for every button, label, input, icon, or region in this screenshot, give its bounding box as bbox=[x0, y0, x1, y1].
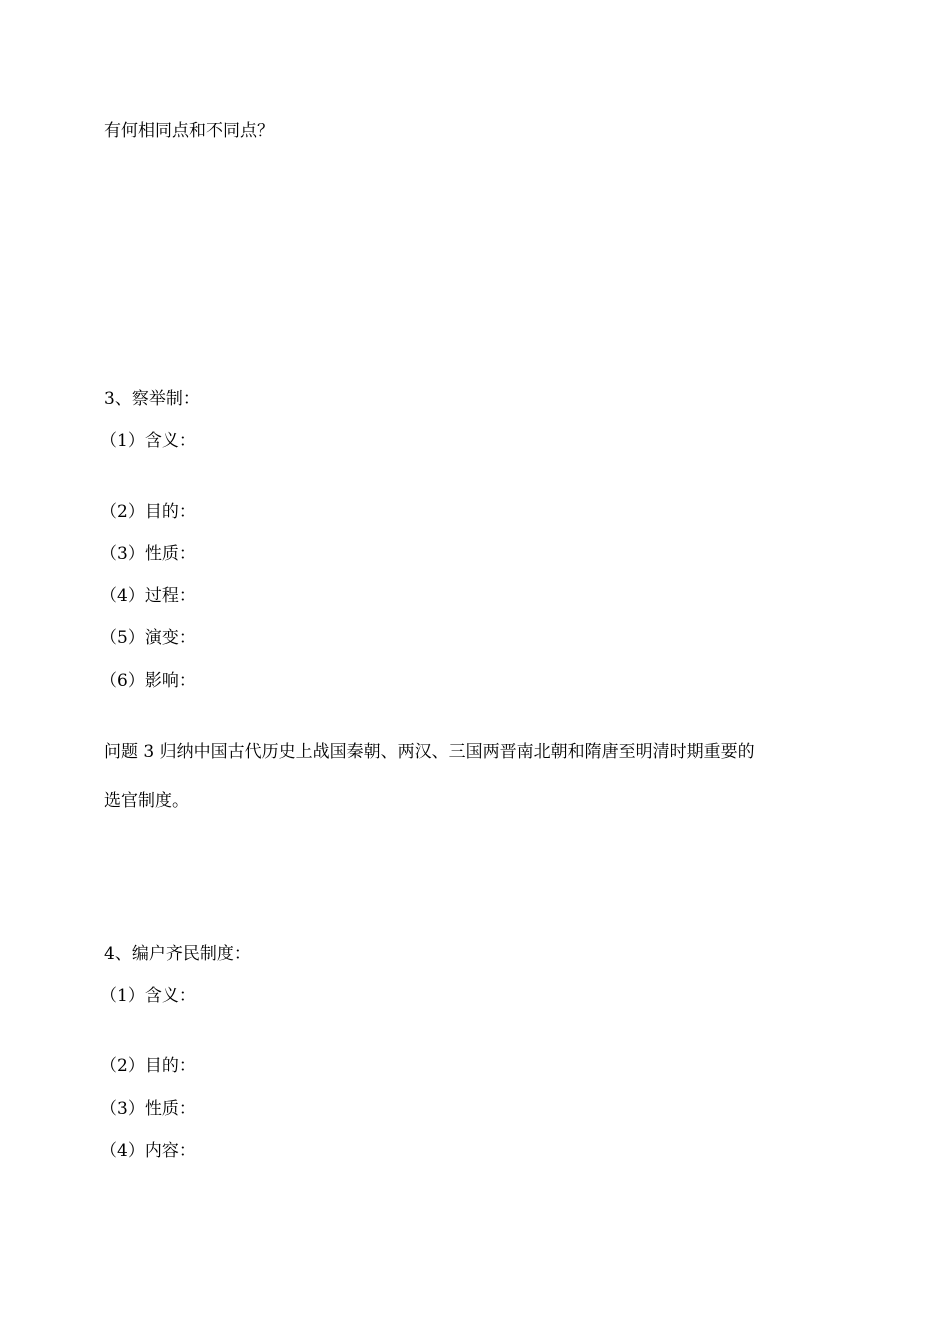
section-3-item-1: （1）含义： bbox=[100, 431, 196, 451]
section-3-item-6: （6）影响： bbox=[100, 671, 196, 691]
question-3-line-2: 选官制度。 bbox=[104, 791, 189, 811]
section-3-item-3: （3）性质： bbox=[100, 544, 196, 564]
section-3-item-4: （4）过程： bbox=[100, 586, 196, 606]
question-continuation-text: 有何相同点和不同点？ bbox=[104, 121, 274, 141]
section-4-item-2: （2）目的： bbox=[100, 1056, 196, 1076]
section-3-item-2: （2）目的： bbox=[100, 502, 196, 522]
section-3-heading: 3、察举制： bbox=[104, 389, 200, 409]
section-3-item-5: （5）演变： bbox=[100, 628, 196, 648]
section-4-item-4: （4）内容： bbox=[100, 1141, 196, 1161]
question-3-line-1: 问题 3 归纳中国古代历史上战国秦朝、两汉、三国两晋南北朝和隋唐至明清时期重要的 bbox=[104, 742, 755, 762]
section-4-item-1: （1）含义： bbox=[100, 986, 196, 1006]
section-4-item-3: （3）性质： bbox=[100, 1099, 196, 1119]
section-4-heading: 4、编户齐民制度： bbox=[104, 944, 251, 964]
